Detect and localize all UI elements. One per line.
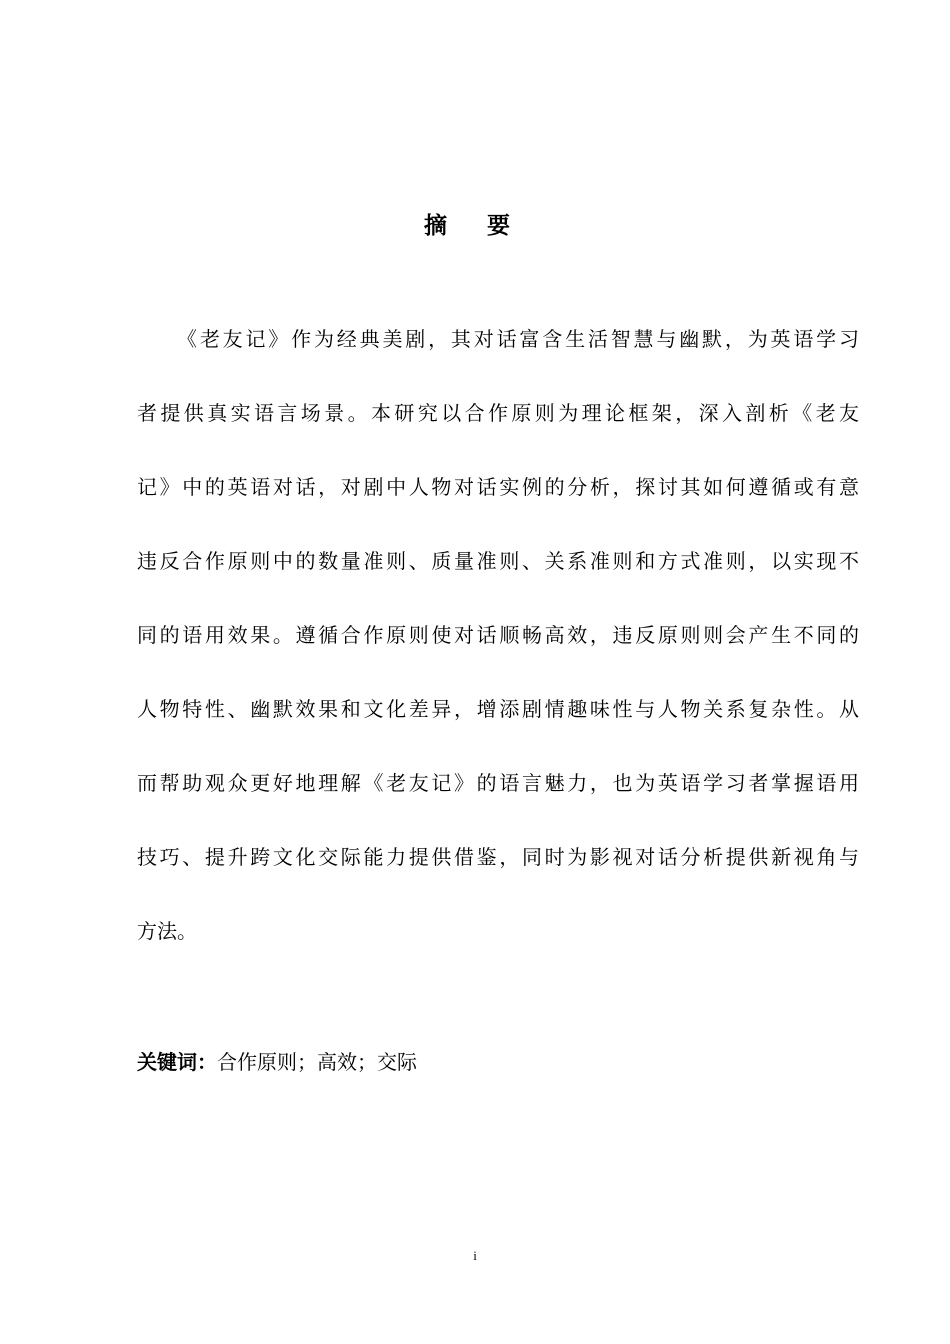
abstract-title: 摘 要 <box>423 213 526 239</box>
abstract-line: 方法。 <box>137 919 197 943</box>
abstract-line: 违反合作原则中的数量准则、质量准则、关系准则和方式准则，以实现不 <box>137 549 859 573</box>
abstract-line: 者提供真实语言场景。本研究以合作原则为理论框架，深入剖析《老友 <box>137 401 859 425</box>
keywords-value: 合作原则；高效；交际 <box>217 1050 417 1074</box>
abstract-line: 技巧、提升跨文化交际能力提供借鉴，同时为影视对话分析提供新视角与 <box>137 845 859 869</box>
page-number: i <box>473 1248 477 1263</box>
abstract-body <box>137 311 859 977</box>
abstract-line: 而帮助观众更好地理解《老友记》的语言魅力，也为英语学习者掌握语用 <box>137 771 859 795</box>
abstract-line: 同的语用效果。遵循合作原则使对话顺畅高效，违反原则则会产生不同的 <box>137 623 859 647</box>
keywords <box>137 1042 417 1082</box>
abstract-line: 人物特性、幽默效果和文化差异，增添剧情趣味性与人物关系复杂性。从 <box>137 697 859 721</box>
keywords-label: 关键词： <box>137 1050 217 1074</box>
abstract-line: 记》中的英语对话，对剧中人物对话实例的分析，探讨其如何遵循或有意 <box>137 475 859 499</box>
abstract-line: 《老友记》作为经典美剧，其对话富含生活智慧与幽默，为英语学习 <box>177 327 859 351</box>
